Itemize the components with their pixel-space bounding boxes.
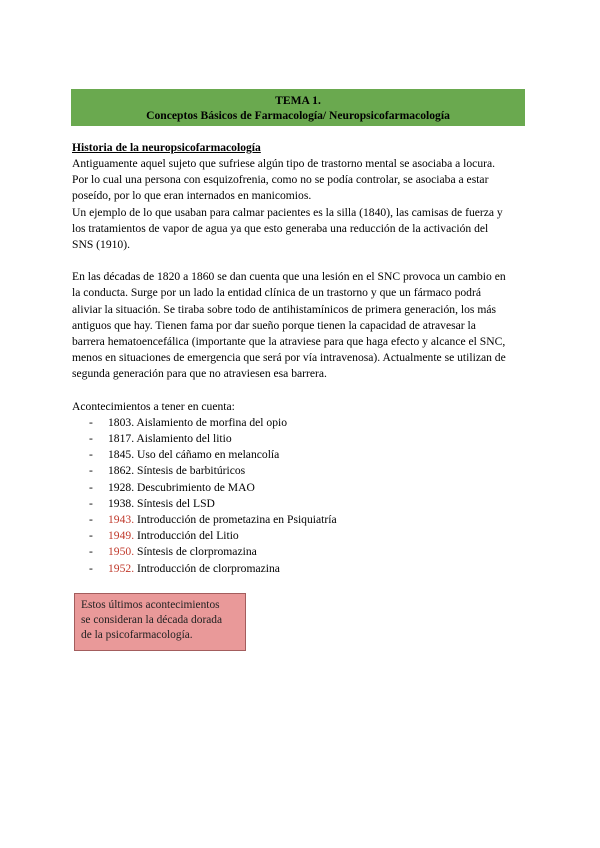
event-text: Descubrimiento de MAO xyxy=(134,480,255,494)
paragraph-line: barrera hematoencefálica (importante que la atraviese para que haga efecto y alcance el SNC, xyxy=(72,335,506,349)
event-year: 1949. xyxy=(108,529,135,543)
paragraph-line: En las décadas de 1820 a 1860 se dan cuenta que una lesión en el SNC provoca un cambio en xyxy=(72,270,506,284)
bullet-dash: - xyxy=(89,513,93,527)
bullet-dash: - xyxy=(89,561,93,575)
event-item xyxy=(72,544,532,560)
spacer xyxy=(72,383,532,399)
event-year: 1943. xyxy=(108,513,135,527)
event-item xyxy=(72,415,532,431)
event-item xyxy=(72,431,532,447)
bullet-dash: - xyxy=(89,545,93,559)
event-year: 1952. xyxy=(108,561,135,575)
bullet-dash: - xyxy=(89,432,93,446)
bullet-dash: - xyxy=(89,464,93,478)
event-item xyxy=(72,512,532,528)
spacer xyxy=(72,253,532,269)
paragraph-line: aliviar la situación. Se tiraba sobre todo de antihistamínicos de primera generación, los más xyxy=(72,302,497,316)
bullet-dash: - xyxy=(89,448,93,462)
topic-subtitle: Conceptos Básicos de Farmacología/ Neuropsicofarmacología xyxy=(146,109,450,122)
topic-title: TEMA 1. xyxy=(275,94,321,107)
paragraph-line: la conducta. Surge por un lado la entidad clínica de un trastorno y que un fármaco podrá xyxy=(72,286,481,300)
event-year: 1928. xyxy=(108,480,135,494)
note-line: Estos últimos acontecimientos xyxy=(81,599,220,611)
event-text: Síntesis de barbitúricos xyxy=(134,464,246,478)
paragraph-line: segunda generación para que no atraviesen esa barrera. xyxy=(72,367,327,381)
paragraph-line: Por lo cual una persona con esquizofrenia, como no se podía controlar, se asociaba a estar xyxy=(72,173,489,187)
paragraph-line: antiguos que hay. Tienen fama por dar sueño porque tienen la capacidad de atravesar la xyxy=(72,318,476,332)
bullet-dash: - xyxy=(89,529,93,543)
paragraph-line: Antiguamente aquel sujeto que sufriese algún tipo de trastorno mental se asociaba a locura. xyxy=(72,157,496,170)
event-text: Uso del cáñamo en melancolía xyxy=(134,448,280,462)
bullet-dash: - xyxy=(89,480,93,494)
note-line: de la psicofarmacología. xyxy=(81,629,193,641)
title-banner xyxy=(71,89,525,126)
event-text: Aislamiento del litio xyxy=(134,432,232,446)
event-item xyxy=(72,480,532,496)
event-item xyxy=(72,528,532,544)
bullet-dash: - xyxy=(89,415,93,429)
event-text: Introducción de clorpromazina xyxy=(134,561,280,575)
paragraph-line: poseído, por lo que eran internados en manicomios. xyxy=(72,189,312,203)
paragraph-line: SNS (1910). xyxy=(72,238,130,252)
note-line: se consideran la década dorada xyxy=(81,614,223,626)
event-year: 1845. xyxy=(108,448,135,462)
event-item xyxy=(72,447,532,463)
event-item xyxy=(72,496,532,512)
event-item xyxy=(72,561,532,577)
main-content xyxy=(72,140,532,577)
events-intro: Acontecimientos a tener en cuenta: xyxy=(72,399,235,413)
paragraph-line: los tratamientos de vapor de agua ya que esto generaba una reducción de la activación del xyxy=(72,221,489,235)
event-year: 1817. xyxy=(108,432,135,446)
paragraph-line: menos en situaciones de emergencia que será por vía intravenosa). Actualmente se utilizan de xyxy=(72,351,506,365)
event-year: 1950. xyxy=(108,545,135,559)
note-box xyxy=(74,593,246,651)
events-list xyxy=(72,415,532,577)
paragraph-decades xyxy=(72,269,532,382)
event-text: Introducción de prometazina en Psiquiatría xyxy=(134,513,337,527)
section-heading: Historia de la neuropsicofarmacología xyxy=(72,141,261,154)
event-text: Síntesis del LSD xyxy=(134,496,215,510)
event-year: 1803. xyxy=(108,415,135,429)
event-text: Introducción del Litio xyxy=(134,529,239,543)
event-text: Síntesis de clorpromazina xyxy=(134,545,257,559)
event-item xyxy=(72,463,532,479)
bullet-dash: - xyxy=(89,496,93,510)
event-text: Aislamiento de morfina del opio xyxy=(134,415,288,429)
paragraph-intro xyxy=(72,156,532,253)
paragraph-line: Un ejemplo de lo que usaban para calmar pacientes es la silla (1840), las camisas de fuerza y xyxy=(72,205,503,219)
event-year: 1862. xyxy=(108,464,135,478)
event-year: 1938. xyxy=(108,496,135,510)
